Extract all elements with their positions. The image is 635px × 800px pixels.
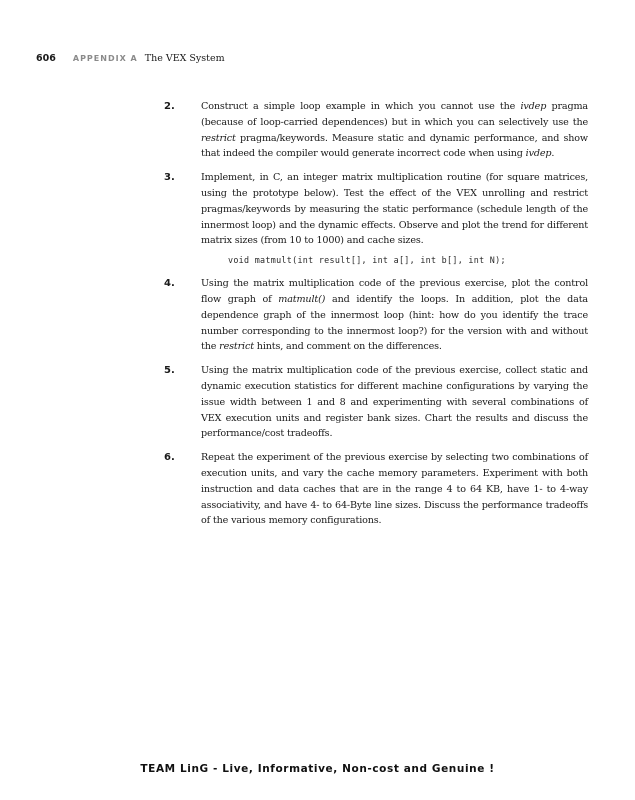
appendix-label: APPENDIX A — [72, 54, 138, 63]
exercise-text: Using the matrix multiplication code of the previous exercise, collect static and dynamic execution statistics for different machine configurations by varying the issue width between 1 and 8 and experimenting with several combinations of VEX execution units and register bank sizes. Chart the results and discuss the performance/cost tradeoffs. — [201, 365, 588, 440]
exercise-text: Repeat the experiment of the previous exercise by selecting two combinations of execution units, and vary the cache memory parameters. Experiment with both instruction and data caches that are in the range 4 to 64 KB, have 1- to 4-way associativity, and have 4- to 64-Byte line sizes. Discuss the performance tradeoffs of the various memory configurations. — [201, 452, 588, 527]
exercise-5 — [164, 363, 588, 442]
running-head — [36, 53, 225, 65]
exercise-number: 5. — [164, 365, 175, 377]
code-prototype: void matmult(int result[], int a[], int b[], int N); — [228, 255, 506, 266]
appendix-title: The VEX System — [144, 53, 225, 64]
exercise-3 — [164, 170, 588, 268]
exercise-text: Implement, in C, an integer matrix multiplication routine (for square matrices, using the prototype below). Test the effect of the VEX unrolling and restrict pragmas/keywords by measuring the static performance (schedule length of the innermost loop) and the dynamic effects. Observe and plot the trend for different matrix sizes (from 10 to 1000) and cache sizes. — [201, 172, 588, 247]
exercise-text: Using the matrix multiplication code of the previous exercise, plot the control flow graph of matmult() and identify the loops. In addition, plot the data dependence graph of the innermost loop (hint: how do you identify the trace number corresponding to the innermost loop?) for the version with and without the restrict hints, and comment on the differences. — [201, 278, 589, 353]
page-number: 606 — [36, 53, 56, 64]
exercise-number: 2. — [164, 101, 175, 112]
exercise-number: 4. — [164, 278, 175, 290]
exercise-number: 6. — [164, 452, 175, 464]
exercise-text: Construct a simple loop example in which you cannot use the ivdep pragma (because of loop-carried dependences) but in which you can selectively use the restrict pragma/keywords. Measure static and dynamic performance, and show that indeed the compiler would generate incorrect code when using ivdep. — [201, 101, 588, 160]
exercise-list — [164, 99, 588, 537]
exercise-2 — [164, 99, 588, 162]
exercise-number: 3. — [164, 172, 175, 184]
footer-watermark: TEAM LinG - Live, Informative, Non-cost and Genuine ! — [140, 763, 495, 775]
exercise-6 — [164, 450, 588, 529]
exercise-4 — [164, 276, 588, 355]
